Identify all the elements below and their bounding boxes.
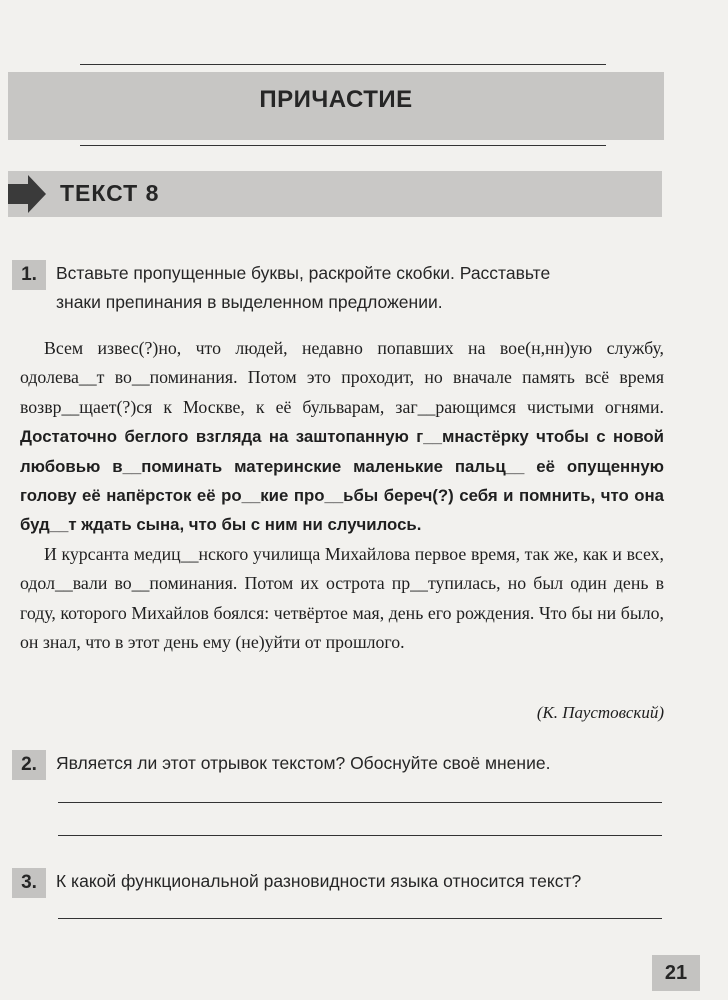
task1-number: 1. (12, 260, 46, 290)
task1-instruction-line2: знаки препинания в выделенном предложении. (56, 292, 443, 312)
passage-highlighted-sentence: Достаточно беглого взгляда на заштопанную г__мнастёрку чтобы с новой любовью в__поминать материнские маленькие пальц__ её опущенную голову её напёрсток её ро__кие про__ьбы береч(?) себя и помнить, что она буд__т ждать сына, что бы с ним ни случилось. (20, 427, 664, 535)
bottom-rule (80, 145, 606, 146)
task1-instruction-line1: Вставьте пропущенные буквы, раскройте скобки. Расставьте (56, 263, 551, 283)
passage-paragraph-1 (20, 334, 664, 540)
section-title: ПРИЧАСТИЕ (259, 86, 413, 113)
passage-text (20, 334, 664, 657)
passage-p1-start: Всем извес(?)но, что людей, недавно попавших на вое(н,нн)ую службу, одолева__т во__поминания. Потом это проходит, но вначале память всё время возвр__щает(?)ся к Москве, к её бульварам, заг__рающимся чистыми огнями. (20, 338, 664, 417)
page-number: 21 (652, 955, 700, 991)
top-rule (80, 64, 606, 65)
text-title: ТЕКСТ 8 (60, 180, 160, 206)
task2-answer-line-2[interactable] (58, 835, 662, 836)
passage-author: (К. Паустовский) (536, 703, 664, 722)
task2-answer-line-1[interactable] (58, 802, 662, 803)
task3-answer-line-1[interactable] (58, 918, 662, 919)
passage-paragraph-2: И курсанта медиц__нского училища Михайлова первое время, так же, как и всех, одол__вали во__поминания. Потом их острота пр__тупилась, но был один день в году, которого Михайлов боялся: четвёртое мая, день его рождения. Что бы ни было, он знал, что в этот день ему (не)уйти от прошлого. (20, 543, 664, 653)
task2-question: Является ли этот отрывок текстом? Обоснуйте своё мнение. (56, 753, 551, 773)
task3-number: 3. (12, 868, 46, 898)
arrow-icon (8, 171, 48, 217)
task2-number: 2. (12, 750, 46, 780)
task3-question: К какой функциональной разновидности языка относится текст? (56, 871, 582, 891)
